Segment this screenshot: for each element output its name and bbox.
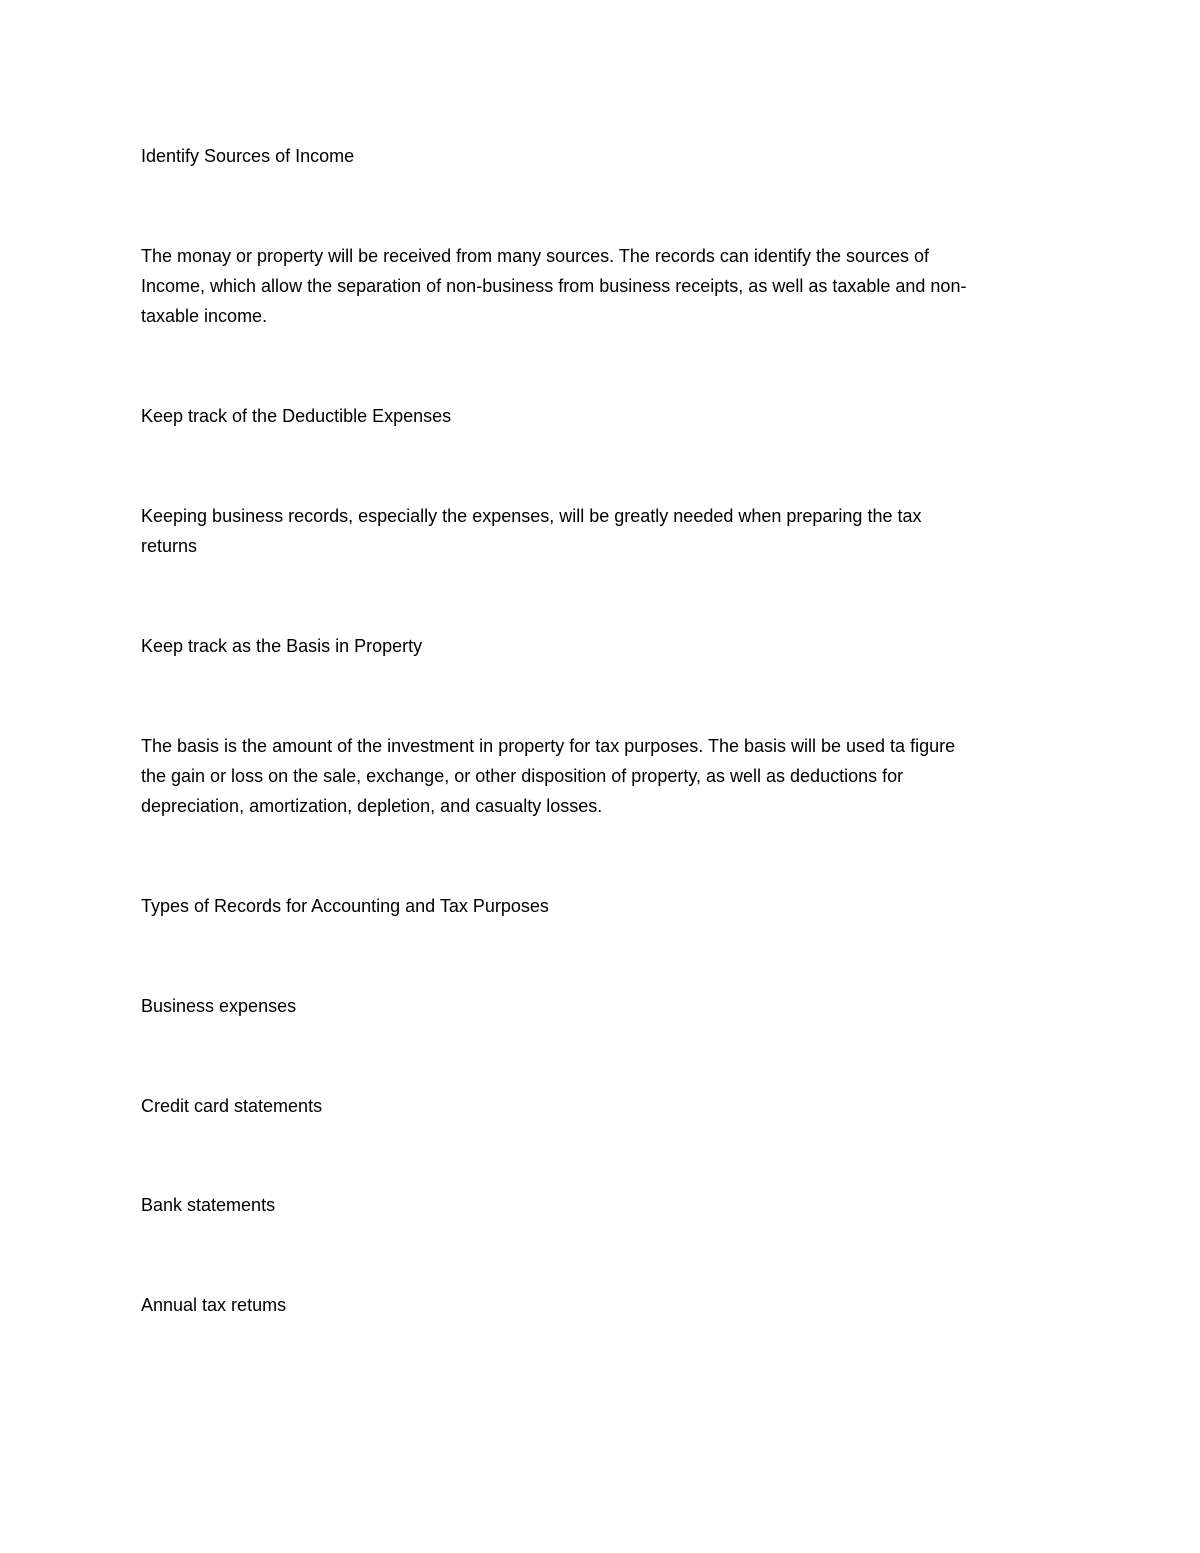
text-line: depreciation, amortization, depletion, and casualty losses. (141, 796, 603, 816)
text-line: Keep track of the Deductible Expenses (141, 406, 452, 426)
list-item-business-expenses (141, 991, 1061, 1021)
text-line: Bank statements (141, 1195, 276, 1215)
text-line: The basis is the amount of the investment in property for tax purposes. The basis will be used ta figure (141, 736, 956, 756)
text-line: Business expenses (141, 996, 297, 1016)
paragraph-basis-definition (141, 731, 1061, 821)
list-item-bank-statements (141, 1190, 1061, 1220)
paragraph-business-records (141, 501, 1061, 561)
text-line: Identify Sources of Income (141, 146, 355, 166)
paragraph-sources-of-income (141, 241, 1061, 331)
list-item-annual-tax-returns (141, 1290, 1061, 1320)
heading-types-of-records (141, 891, 1061, 921)
text-line: Credit card statements (141, 1096, 323, 1116)
text-line: Keeping business records, especially the expenses, will be greatly needed when preparing the tax (141, 506, 922, 526)
heading-identify-sources (141, 141, 1061, 171)
text-line: Income, which allow the separation of non-business from business receipts, as well as taxable and non- (141, 276, 967, 296)
text-line: returns (141, 536, 198, 556)
text-line: the gain or loss on the sale, exchange, or other disposition of property, as well as deductions for (141, 766, 904, 786)
text-line: taxable income. (141, 306, 268, 326)
text-line: Annual tax retums (141, 1295, 287, 1315)
text-line: Keep track as the Basis in Property (141, 636, 423, 656)
text-line: The monay or property will be received from many sources. The records can identify the sources of (141, 246, 930, 266)
heading-deductible-expenses (141, 401, 1061, 431)
list-item-credit-card-statements (141, 1091, 1061, 1121)
text-line: Types of Records for Accounting and Tax Purposes (141, 896, 549, 916)
heading-basis-in-property (141, 631, 1061, 661)
